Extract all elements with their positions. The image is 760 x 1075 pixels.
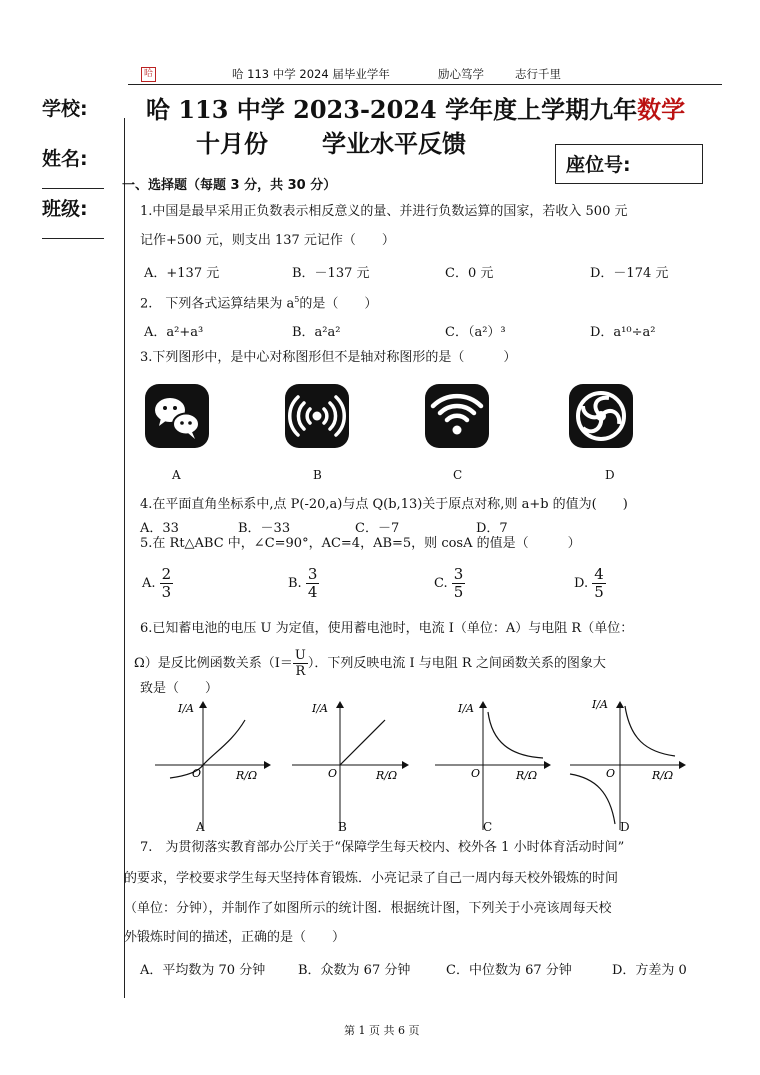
graph-d-y-label: I/A bbox=[592, 698, 608, 711]
q2-option-a[interactable]: A．a²+a³ bbox=[144, 325, 204, 340]
graph-a-y-label: I/A bbox=[178, 702, 194, 715]
q7-line2: 的要求，学校要求学生每天坚持体育锻炼．小亮记录了自己一周内每天校外锻炼的时间 bbox=[124, 871, 619, 886]
q5-option-c[interactable] bbox=[434, 566, 465, 601]
graph-c[interactable] bbox=[435, 702, 550, 830]
q7-option-b[interactable]: B．众数为 67 分钟 bbox=[298, 963, 411, 978]
q5-b-den: 4 bbox=[307, 583, 318, 601]
swirl-icon[interactable] bbox=[569, 384, 633, 448]
q2-option-b[interactable]: B．a²a² bbox=[292, 325, 341, 340]
q5-a-den: 3 bbox=[161, 583, 172, 601]
q2-option-c[interactable]: C．（a²）³ bbox=[445, 325, 506, 340]
q4-option-a[interactable]: A．33 bbox=[140, 521, 179, 536]
q5-d-den: 5 bbox=[594, 583, 604, 601]
q2-stem bbox=[140, 291, 377, 313]
broadcast-icon[interactable] bbox=[285, 384, 349, 448]
q2-option-d[interactable]: D．a¹⁰÷a² bbox=[590, 325, 656, 340]
q1-option-a[interactable]: A．+137 元 bbox=[144, 266, 220, 281]
q1-line1: 1.中国是最早采用正负数表示相反意义的量、并进行负数运算的国家，若收入 500 元 bbox=[140, 204, 628, 219]
q2-stem-start: 2. 下列各式运算结果为 a bbox=[140, 296, 295, 312]
q3-stem: 3.下列图形中，是中心对称图形但不是轴对称图形的是（ ） bbox=[140, 350, 517, 365]
q7-option-c[interactable]: C．中位数为 67 分钟 bbox=[446, 963, 572, 978]
graph-c-origin: O bbox=[471, 767, 481, 780]
header-motto-1: 励心笃学 bbox=[438, 67, 484, 81]
q6-label-c: C bbox=[483, 820, 493, 834]
q5-stem: 5.在 Rt△ABC 中，∠C=90°，AC=4，AB=5，则 cosA 的值是（ ） bbox=[140, 536, 581, 551]
q5-b-letter: B. bbox=[288, 576, 302, 591]
q6-label-b: B bbox=[338, 820, 347, 834]
exam-title-month: 十月份 bbox=[196, 129, 268, 158]
exam-title-rest: 学业水平反馈 bbox=[322, 129, 466, 158]
q6-line2-end: ）．下列反映电流 I 与电阻 R 之间函数关系的图象大 bbox=[307, 656, 606, 671]
q1-option-b[interactable]: B．－137 元 bbox=[292, 266, 370, 281]
q5-d-letter: D. bbox=[574, 576, 589, 591]
graph-b-y-label: I/A bbox=[312, 702, 328, 715]
title-subject: 数学 bbox=[637, 95, 686, 124]
graph-b-origin: O bbox=[328, 767, 338, 780]
q7-option-a[interactable]: A．平均数为 70 分钟 bbox=[140, 963, 266, 978]
q5-b-num: 3 bbox=[307, 565, 318, 583]
name-underline bbox=[42, 188, 104, 189]
graph-d-x-label: R/Ω bbox=[652, 769, 674, 782]
q5-d-fraction bbox=[592, 566, 606, 601]
q1-option-d[interactable]: D．－174 元 bbox=[590, 266, 669, 281]
q3-label-a: A bbox=[172, 468, 181, 482]
q5-c-den: 5 bbox=[453, 583, 464, 601]
binding-line bbox=[124, 118, 125, 998]
header-rule bbox=[128, 84, 722, 85]
graph-a[interactable] bbox=[155, 702, 270, 830]
q4-stem: 4.在平面直角坐标系中,点 P(-20,a)与点 Q(b,13)关于原点对称,则 a+b 的值为( ) bbox=[140, 497, 628, 512]
q3-label-d: D bbox=[605, 468, 615, 482]
wechat-icon[interactable] bbox=[145, 384, 209, 448]
q6-label-d: D bbox=[620, 820, 630, 834]
class-underline bbox=[42, 238, 104, 239]
q6-formula-fraction bbox=[293, 648, 308, 679]
q6-line2 bbox=[134, 648, 606, 679]
q3-label-b: B bbox=[313, 468, 322, 482]
graph-c-x-label: R/Ω bbox=[516, 769, 538, 782]
q6-line2-start: Ω）是反比例函数关系（I＝ bbox=[134, 656, 293, 671]
q5-b-fraction bbox=[306, 566, 320, 601]
q2-stem-end: 的是（ ） bbox=[299, 296, 378, 312]
q5-c-fraction bbox=[452, 566, 466, 601]
q5-a-fraction bbox=[160, 566, 174, 601]
section-1-heading: 一、选择题（每题 3 分，共 30 分） bbox=[122, 178, 337, 193]
q5-option-a[interactable] bbox=[142, 566, 173, 601]
q7-line3: （单位：分钟），并制作了如图所示的统计图．根据统计图，下列关于小亮该周每天校 bbox=[124, 901, 612, 916]
q7-line1: 7. 为贯彻落实教育部办公厅关于“保障学生每天校内、校外各 1 小时体育活动时间” bbox=[140, 840, 625, 855]
q3-label-c: C bbox=[453, 468, 463, 482]
q5-option-d[interactable] bbox=[574, 566, 606, 601]
graph-a-origin: O bbox=[192, 767, 202, 780]
q5-c-letter: C. bbox=[434, 576, 448, 591]
q5-d-num: 4 bbox=[594, 565, 604, 583]
q5-c-num: 3 bbox=[453, 565, 464, 583]
q7-option-d[interactable]: D．方差为 0 bbox=[612, 963, 687, 978]
q6-frac-den: R bbox=[295, 664, 306, 679]
graph-b-x-label: R/Ω bbox=[376, 769, 398, 782]
page-footer: 第 1 页 共 6 页 bbox=[344, 1024, 420, 1037]
q4-option-d[interactable]: D．7 bbox=[476, 521, 508, 536]
header-school-line: 哈 113 中学 2024 届毕业学年 bbox=[232, 67, 390, 81]
seat-number-box[interactable]: 座位号: bbox=[555, 144, 703, 184]
q1-line2: 记作+500 元，则支出 137 元记作（ ） bbox=[140, 233, 395, 248]
q6-graphs bbox=[140, 690, 710, 840]
title-prefix: 哈 113 中学 2023-2024 学年度上学期九年 bbox=[146, 95, 638, 124]
graph-b[interactable] bbox=[292, 702, 408, 830]
q1-option-c[interactable]: C．0 元 bbox=[445, 266, 494, 281]
q7-line4: 外锻炼时间的描述，正确的是（ ） bbox=[124, 930, 346, 945]
school-seal-icon: 哈 bbox=[141, 67, 156, 82]
exam-title-line1 bbox=[146, 90, 685, 125]
q6-frac-num: U bbox=[294, 648, 306, 663]
q6-line1: 6.已知蓄电池的电压 U 为定值，使用蓄电池时，电流 I（单位：A）与电阻 R（单位： bbox=[140, 621, 634, 636]
graph-d[interactable] bbox=[570, 698, 685, 830]
q6-label-a: A bbox=[196, 820, 205, 834]
graph-c-y-label: I/A bbox=[458, 702, 474, 715]
school-label: 学校: bbox=[42, 98, 88, 120]
graph-a-x-label: R/Ω bbox=[236, 769, 258, 782]
class-label: 班级: bbox=[42, 198, 88, 220]
wifi-icon[interactable] bbox=[425, 384, 489, 448]
q5-option-b[interactable] bbox=[288, 566, 319, 601]
q4-option-c[interactable]: C．－7 bbox=[355, 521, 400, 536]
q5-a-num: 2 bbox=[161, 565, 172, 583]
q4-option-b[interactable]: B．－33 bbox=[238, 521, 291, 536]
graph-d-origin: O bbox=[606, 767, 616, 780]
q5-a-letter: A. bbox=[142, 576, 156, 591]
name-label: 姓名: bbox=[42, 148, 88, 170]
q6-line3: 致是（ ） bbox=[140, 681, 219, 696]
q2-exponent: 5 bbox=[294, 295, 300, 304]
header-motto-2: 志行千里 bbox=[515, 67, 561, 81]
